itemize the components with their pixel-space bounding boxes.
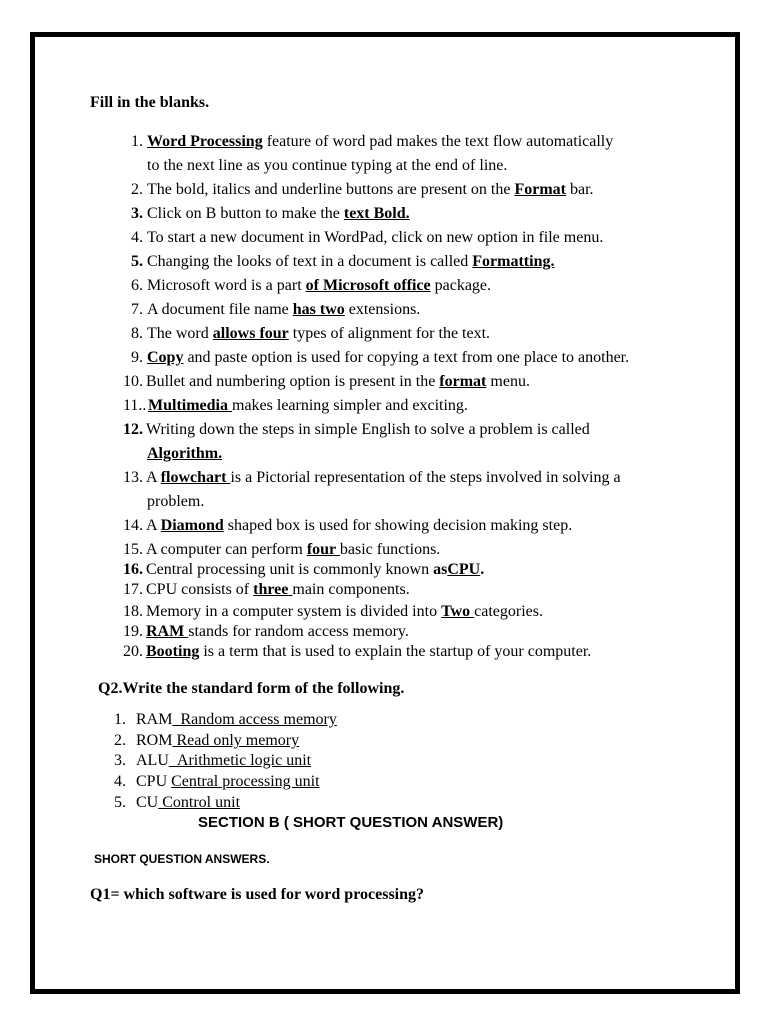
item-text-after: is a Pictorial representation of the steps involved in solving a — [230, 469, 621, 486]
item-text — [136, 793, 240, 813]
item-text — [136, 731, 299, 751]
section-b-title: SECTION B ( SHORT QUESTION ANSWER) — [198, 814, 504, 831]
item-text — [147, 300, 420, 320]
item-number: 13. — [123, 469, 143, 486]
item-text — [146, 516, 572, 536]
answer-blank: RAM — [146, 623, 189, 640]
item-text-bold: as — [433, 561, 448, 578]
answer-blank: _Arithmetic logic unit — [168, 752, 312, 769]
q2-heading: Q2.Write the standard form of the following. — [98, 680, 405, 697]
item-text-before: Click on B button to make the — [147, 205, 344, 222]
item-text-before: To start a new document in WordPad, click on new option in file menu. — [147, 229, 604, 246]
abbreviation: ROM — [136, 732, 173, 749]
item-text — [136, 772, 320, 792]
item-text — [146, 540, 440, 560]
item-text-before: Central processing unit is commonly known — [146, 561, 434, 578]
item-text — [136, 710, 337, 730]
item-number: 2. — [114, 732, 126, 749]
item-text — [147, 204, 410, 224]
item-text-before: A computer can perform — [146, 541, 307, 558]
answer-blank: allows four — [212, 325, 289, 342]
abbreviation: CU — [136, 794, 159, 811]
answer-blank: Format — [514, 181, 566, 198]
item-text — [146, 580, 410, 600]
answer-blank: CPU — [447, 561, 481, 578]
answer-blank: four — [306, 541, 340, 558]
item-text — [147, 324, 490, 344]
item-text-after: package. — [430, 277, 492, 294]
item-number: 19. — [123, 623, 143, 640]
item-text-after: categories. — [474, 603, 543, 620]
item-text — [147, 276, 491, 296]
answer-blank: flowchart — [160, 469, 231, 486]
item-text-before: Bullet and numbering option is present in the — [146, 373, 440, 390]
item-text-before: Changing the looks of text in a document is called — [147, 253, 473, 270]
abbreviation: ALU — [136, 752, 169, 769]
item-text-after: types of alignment for the text. — [288, 325, 491, 342]
answer-blank: Copy — [147, 349, 184, 366]
item-text-before: The bold, italics and underline buttons are present on the — [147, 181, 515, 198]
item-number: 14. — [123, 517, 143, 534]
answer-blank: has two — [292, 301, 345, 318]
item-text-before: A — [146, 517, 161, 534]
item-text — [147, 180, 594, 200]
abbreviation: RAM — [136, 711, 173, 728]
item-text — [146, 622, 409, 642]
item-text-before: Memory in a computer system is divided into — [146, 603, 442, 620]
item-text-after: is a term that is used to explain the startup of your computer. — [199, 643, 592, 660]
answer-blank: text Bold. — [343, 205, 410, 222]
answer-blank: Algorithm. — [147, 445, 223, 462]
answer-blank: Formatting. — [472, 253, 555, 270]
section-b-question-1: Q1= which software is used for word processing? — [90, 886, 425, 903]
item-text-after: menu. — [486, 373, 530, 390]
answer-blank: three — [253, 581, 293, 598]
item-text-bold: . — [480, 561, 485, 578]
item-number: 16. — [123, 561, 143, 578]
item-number: 2. — [131, 181, 143, 198]
item-text — [147, 252, 554, 272]
item-number: 20. — [123, 643, 143, 660]
item-number: 17. — [123, 581, 143, 598]
item-text — [146, 642, 591, 662]
item-text — [148, 396, 468, 416]
item-text-after: makes learning simpler and exciting. — [232, 397, 468, 414]
item-number: 18. — [123, 603, 143, 620]
item-number: 5. — [114, 794, 126, 811]
item-text-before: The word — [147, 325, 213, 342]
section-b-subtitle: SHORT QUESTION ANSWERS. — [94, 852, 270, 866]
item-number: 6. — [131, 277, 143, 294]
item-text — [147, 348, 629, 368]
abbreviation: CPU — [136, 773, 172, 790]
item-text — [147, 132, 613, 152]
answer-blank: Central processing unit — [171, 773, 320, 790]
item-number: 1. — [114, 711, 126, 728]
item-text-before: A document file name — [147, 301, 293, 318]
item-number: 12. — [123, 421, 143, 438]
item-number: 4. — [114, 773, 126, 790]
answer-blank: Read only memory — [172, 732, 300, 749]
item-text — [146, 468, 621, 488]
item-text-before: Writing down the steps in simple English to solve a problem is called — [146, 421, 590, 438]
item-text-before: CPU consists of — [146, 581, 254, 598]
item-number: 9. — [131, 349, 143, 366]
item-text — [136, 751, 311, 771]
item-number: 5. — [131, 253, 143, 270]
item-text-after: stands for random access memory. — [188, 623, 409, 640]
answer-blank: of Microsoft office — [305, 277, 431, 294]
item-text — [146, 372, 530, 392]
answer-blank: _Random access memory — [172, 711, 337, 728]
item-text-after: extensions. — [344, 301, 421, 318]
answer-blank: Diamond — [160, 517, 224, 534]
item-text-after: shaped box is used for showing decision making step. — [223, 517, 573, 534]
item-number: 10. — [123, 373, 143, 390]
item-text-after: main components. — [292, 581, 410, 598]
item-text-after: and paste option is used for copying a text from one place to another. — [183, 349, 630, 366]
item-number: 7. — [131, 301, 143, 318]
item-number: 11.. — [123, 397, 147, 414]
item-number: 3. — [131, 205, 143, 222]
page-border — [30, 32, 740, 994]
item-text — [146, 420, 590, 440]
q1-heading: Fill in the blanks. — [90, 94, 210, 111]
answer-blank: format — [439, 373, 487, 390]
item-number: 15. — [123, 541, 143, 558]
item-text — [146, 560, 484, 580]
item-text-after: basic functions. — [339, 541, 441, 558]
item-text-before: A — [146, 469, 161, 486]
item-text-continued: to the next line as you continue typing at the end of line. — [147, 157, 508, 174]
item-number: 8. — [131, 325, 143, 342]
answer-blank: Multimedia — [148, 397, 232, 414]
item-text-continued: problem. — [147, 493, 205, 510]
answer-blank: Booting — [146, 643, 200, 660]
item-text — [146, 602, 543, 622]
item-text-after: feature of word pad makes the text flow automatically — [262, 133, 614, 150]
item-text-after: bar. — [565, 181, 594, 198]
item-text — [147, 228, 603, 248]
answer-blank: Two — [441, 603, 475, 620]
item-number: 1. — [131, 133, 143, 150]
item-number: 3. — [114, 752, 126, 769]
item-text-before: Microsoft word is a part — [147, 277, 306, 294]
answer-blank: Control unit — [158, 794, 241, 811]
item-number: 4. — [131, 229, 143, 246]
item-text-continued — [147, 444, 222, 464]
answer-blank: Word Processing — [147, 133, 263, 150]
